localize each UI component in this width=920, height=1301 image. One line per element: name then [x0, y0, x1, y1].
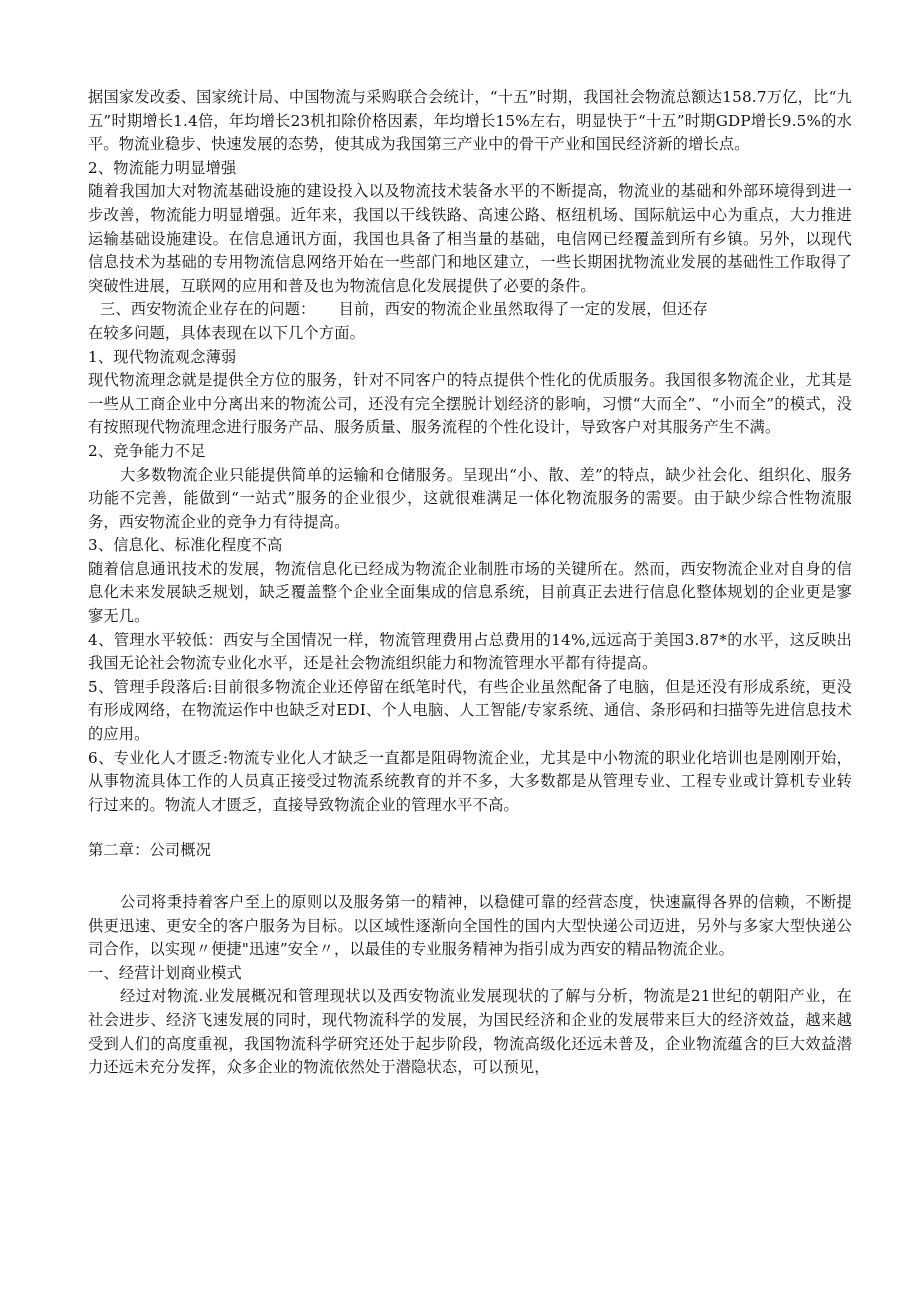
item-management-means: 5、管理手段落后:目前很多物流企业还停留在纸笔时代，有些企业虽然配备了电脑，但是还没有形成系统，更没有形成网络，在物流运作中也缺乏对EDI、个人电脑、人工智能/专家系统、通信、条形码和扫描等先进信息技术的应用。 [88, 677, 852, 744]
plan-heading: 一、经营计划商业模式 [88, 963, 242, 982]
item-heading-concept: 1、现代物流观念薄弱 [88, 347, 237, 366]
subheading-capacity: 2、物流能力明显增强 [88, 158, 237, 177]
item-management-level: 4、管理水平较低：西安与全国情况一样，物流管理费用占总费用的14%,远远高于美国3.87*的水平，这反映出我国无论社会物流专业化水平，还是社会物流组织能力和物流管理水平都有待提高。 [88, 630, 852, 673]
item-heading-informatization: 3、信息化、标准化程度不高 [88, 536, 283, 555]
item-text-concept: 现代物流理念就是提供全方位的服务，针对不同客户的特点提供个性化的优质服务。我国很多物流企业，尤其是一些从工商企业中分离出来的物流公司，还没有完全摆脱计划经济的影响，习惯“大而全”、“小而全”的模式，没有按照现代物流理念进行服务产品、服务质量、服务流程的个性化设计，导致客户对其服务产生不满。 [88, 371, 852, 437]
body-paragraph-capacity: 随着我国加大对物流基础设施的建设投入以及物流技术装备水平的不断提高，物流业的基础和外部环境得到进一步改善，物流能力明显增强。近年来，我国以干线铁路、高速公路、枢纽机场、国际航运中心为重点，大力推进运输基础设施建设。在信息通讯方面，我国也具备了相当量的基础，电信网已经覆盖到所有乡镇。另外，以现代信息技术为基础的专用物流信息网络开始在一些部门和地区建立，一些长期困扰物流业发展的基础性工作取得了突破性进展，互联网的应用和普及也为物流信息化发展提供了必要的条件。 [88, 182, 852, 295]
chapter-title: 第二章：公司概况 [88, 841, 212, 860]
section-heading-problems: 三、西安物流企业存在的问题： 目前，西安的物流企业虽然取得了一定的发展，但还存 [100, 300, 708, 319]
section-heading-problems-cont: 在较多问题，具体表现在以下几个方面。 [88, 323, 365, 342]
item-talent-shortage: 6、专业化人才匮乏:物流专业化人才缺乏一直都是阻碍物流企业，尤其是中小物流的职业化培训也是刚刚开始，从事物流具体工作的人员真正接受过物流系统教育的并不多，大多数都是从管理专业、工程专业或计算机专业转行过来的。物流人才匮乏，直接导致物流企业的管理水平不高。 [88, 748, 852, 814]
body-paragraph-logistics-total: 据国家发改委、国家统计局、中国物流与采购联合会统计，“十五”时期，我国社会物流总额达158.7万亿，比“九五”时期增长1.4倍，年均增长23机扣除价格因素，年均增长15%左右，明显快于“十五”时期GDP增长9.5%的水平。物流业稳步、快速发展的态势，使其成为我国第三产业中的骨干产业和国民经济新的增长点。 [88, 88, 852, 154]
chapter-intro-paragraph: 公司将秉持着客户至上的原则以及服务第一的精神，以稳健可靠的经营态度，快速赢得各界的信赖，不断提供更迅速、更安全的客户服务为目标。以区域性逐渐向全国性的国内大型快递公司迈进，另外与多家大型快递公司合作，以实现〃便捷"迅速”安全〃，以最佳的专业服务精神为指引成为西安的精品物流企业。 [88, 893, 852, 959]
item-heading-competition: 2、竞争能力不足 [88, 441, 206, 460]
item-text-informatization: 随着信息通讯技术的发展，物流信息化已经成为物流企业制胜市场的关键所在。然而，西安物流企业对自身的信息化未来发展缺乏规划，缺乏覆盖整个企业全面集成的信息系统，目前真正去进行信息化整体规划的企业更是寥寥无几。 [88, 559, 852, 626]
item-text-competition: 大多数物流企业只能提供简单的运输和仓储服务。呈现出“小、散、差”的特点，缺少社会化、组织化、服务功能不完善，能做到“一站式”服务的企业很少，这就很难满足一体化物流服务的需要。由于缺少综合性物流服务，西安物流企业的竞争力有待提高。 [88, 465, 852, 531]
plan-paragraph: 经过对物流.业发展概况和管理现状以及西安物流业发展现状的了解与分析，物流是21世纪的朝阳产业，在社会进步、经济飞速发展的同时，现代物流科学的发展，为国民经济和企业的发展带来巨大的经济效益，越来越受到人们的高度重视，我国物流科学研究还处于起步阶段，物流高级化还远未普及，企业物流蕴含的巨大效益潜力还远未充分发挥，众多企业的物流依然处于潜隐状态，可以预见， [88, 987, 852, 1077]
